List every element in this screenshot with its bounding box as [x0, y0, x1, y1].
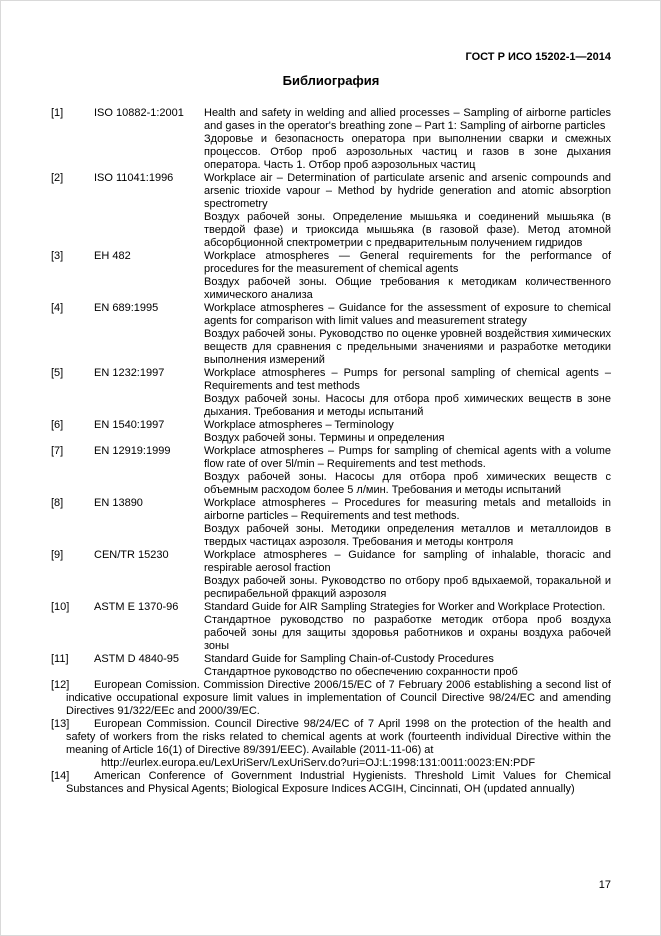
reference-code: EN 1232:1997	[94, 367, 165, 379]
page-title: Библиография	[282, 73, 380, 88]
reference-text-ru: Воздух рабочей зоны. Методики определения металлов и металлоидов в твердых частицах аэрозоля. Требования и методы контроля	[204, 523, 611, 548]
reference-item	[51, 367, 611, 419]
bibliography-list	[51, 107, 611, 796]
reference-code: EN 12919:1999	[94, 445, 171, 457]
reference-text-en: Standard Guide for AIR Sampling Strategies for Worker and Workplace Protection.	[204, 601, 606, 613]
reference-code: EN 1540:1997	[94, 419, 165, 431]
reference-code: ASTM D 4840-95	[94, 653, 179, 665]
reference-text: European Comission. Commission Directive 2006/15/EC of 7 February 2006 establishing a second list of indicative occupational exposure limit values in implementation of Council Directive 98/24/EC and amending Directives 91/322/EEc and 2000/39/EC.	[66, 679, 611, 717]
reference-text-ru: Воздух рабочей зоны. Насосы для отбора проб химических веществ с объемным расходом более 5 л/мин. Требования и методы испытаний	[204, 471, 611, 496]
reference-number: [8]	[51, 497, 64, 509]
reference-number: [10]	[51, 601, 70, 613]
reference-text-en: Workplace atmospheres – Terminology	[204, 419, 394, 431]
reference-number: [6]	[51, 419, 64, 431]
reference-code: CEN/TR 15230	[94, 549, 169, 561]
reference-code: EN 13890	[94, 497, 143, 509]
reference-item	[51, 172, 611, 250]
reference-text	[204, 367, 611, 419]
reference-text	[204, 172, 611, 250]
reference-item	[51, 679, 611, 718]
reference-text-ru: Воздух рабочей зоны. Общие требования к методикам количественного химического анализа	[204, 276, 611, 301]
reference-text	[204, 445, 611, 497]
reference-text	[204, 250, 611, 302]
reference-item	[51, 653, 611, 679]
reference-number: [9]	[51, 549, 64, 561]
reference-number: [11]	[51, 653, 69, 665]
reference-number: [4]	[51, 302, 64, 314]
reference-text-ru: Стандартное руководство по разработке методик отбора проб воздуха рабочей зоны для защиты здоровья работников и охраны воздуха рабочей зоны	[204, 614, 611, 652]
reference-text	[204, 653, 611, 679]
reference-text-ru: Стандартное руководство по обеспечению сохранности проб	[204, 666, 518, 678]
reference-number: [13]	[51, 718, 70, 730]
reference-text-en: Workplace atmospheres – Pumps for personal sampling of chemical agents – Requirements and test methods	[204, 367, 611, 392]
reference-text	[204, 497, 611, 549]
reference-number: [3]	[51, 250, 64, 262]
reference-text-en: Standard Guide for Sampling Chain-of-Custody Procedures	[204, 653, 494, 665]
reference-number: [1]	[51, 107, 64, 119]
reference-text-en: Health and safety in welding and allied processes – Sampling of airborne particles and gases in the operator's breathing zone – Part 1: Sampling of airborne particles	[204, 107, 611, 132]
reference-number: [12]	[51, 679, 70, 691]
reference-text	[204, 549, 611, 601]
reference-text-ru: Воздух рабочей зоны. Руководство по отбору проб вдыхаемой, торакальной и респирабельной фракций аэрозоля	[204, 575, 611, 600]
reference-text: European Commission. Council Directive 98/24/EC of 7 April 1998 on the protection of the health and safety of workers from the risks related to chemical agents at work (fourteenth individual Directive within the meaning of Article 16(1) of Directive 89/391/EEC). Available (2011-11-06) at	[66, 718, 611, 756]
reference-item	[51, 302, 611, 367]
reference-text	[204, 601, 611, 653]
reference-text	[204, 107, 611, 172]
reference-item	[51, 549, 611, 601]
reference-item	[51, 497, 611, 549]
page-number: 17	[598, 879, 611, 891]
reference-code: ЕН 482	[94, 250, 131, 262]
reference-text-en: Workplace atmospheres – Guidance for the assessment of exposure to chemical agents for comparison with limit values and measurement strategy	[204, 302, 611, 327]
reference-item	[51, 445, 611, 497]
reference-item	[51, 107, 611, 172]
reference-text-en: Workplace atmospheres – Procedures for measuring metals and metalloids in airborne particles – Requirements and test methods.	[204, 497, 611, 522]
reference-text-ru: Воздух рабочей зоны. Термины и определения	[204, 432, 445, 444]
reference-text-ru: Воздух рабочей зоны. Руководство по оценке уровней воздействия химических веществ для сравнения с предельными значениями и разработке методики выполнения измерений	[204, 328, 612, 366]
reference-item	[51, 419, 611, 445]
reference-text	[204, 419, 611, 445]
reference-text-ru: Здоровье и безопасность оператора при выполнении сварки и смежных процессов. Отбор проб аэрозольных частиц и газов в зоне дыхания оператора. Часть 1. Отбор проб аэрозольных частиц	[204, 133, 611, 171]
reference-text: American Conference of Government Industrial Hygienists. Threshold Limit Values for Chemical Substances and Physical Agents; Biological Exposure Indices ACGIH, Cincinnati, OH (updated annually)	[66, 770, 611, 795]
doc-code-header: ГОСТ Р ИСО 15202-1—2014	[465, 51, 611, 63]
reference-number: [5]	[51, 367, 64, 379]
reference-item	[51, 770, 611, 796]
reference-code: EN 689:1995	[94, 302, 159, 314]
reference-code: ISO 11041:1996	[94, 172, 174, 184]
reference-number: [14]	[51, 770, 70, 782]
reference-number: [2]	[51, 172, 64, 184]
reference-number: [7]	[51, 445, 64, 457]
reference-text-en: Workplace air – Determination of particulate arsenic and arsenic compounds and arsenic trioxide vapour – Method by hydride generation and atomic absorption spectrometry	[204, 172, 611, 210]
reference-code: ASTM E 1370-96	[94, 601, 179, 613]
reference-url: http://eurlex.europa.eu/LexUriServ/LexUriServ.do?uri=OJ:L:1998:131:0011:0023:EN:PDF	[101, 757, 536, 769]
reference-text-ru: Воздух рабочей зоны. Определение мышьяка и соединений мышьяка (в твердой фазе) и триоксида мышьяка (в газовой фазе). Метод атомной абсорбционной спектрометрии с предварительным получением гидридов	[204, 211, 611, 249]
reference-text	[204, 302, 611, 367]
reference-text-ru: Воздух рабочей зоны. Насосы для отбора проб химических веществ в зоне дыхания. Требования и методы испытаний	[204, 393, 611, 418]
reference-text-en: Workplace atmospheres — General requirements for the performance of procedures for the measurement of chemical agents	[204, 250, 611, 275]
reference-item	[51, 601, 611, 653]
reference-code: ISO 10882-1:2001	[94, 107, 184, 119]
reference-item	[51, 250, 611, 302]
reference-text-en: Workplace atmospheres – Pumps for sampling of chemical agents with a volume flow rate of over 5l/min – Requirements and test methods.	[204, 445, 611, 470]
reference-text-en: Workplace atmospheres – Guidance for sampling of inhalable, thoracic and respirable aerosol fraction	[204, 549, 611, 574]
reference-item	[51, 718, 611, 770]
